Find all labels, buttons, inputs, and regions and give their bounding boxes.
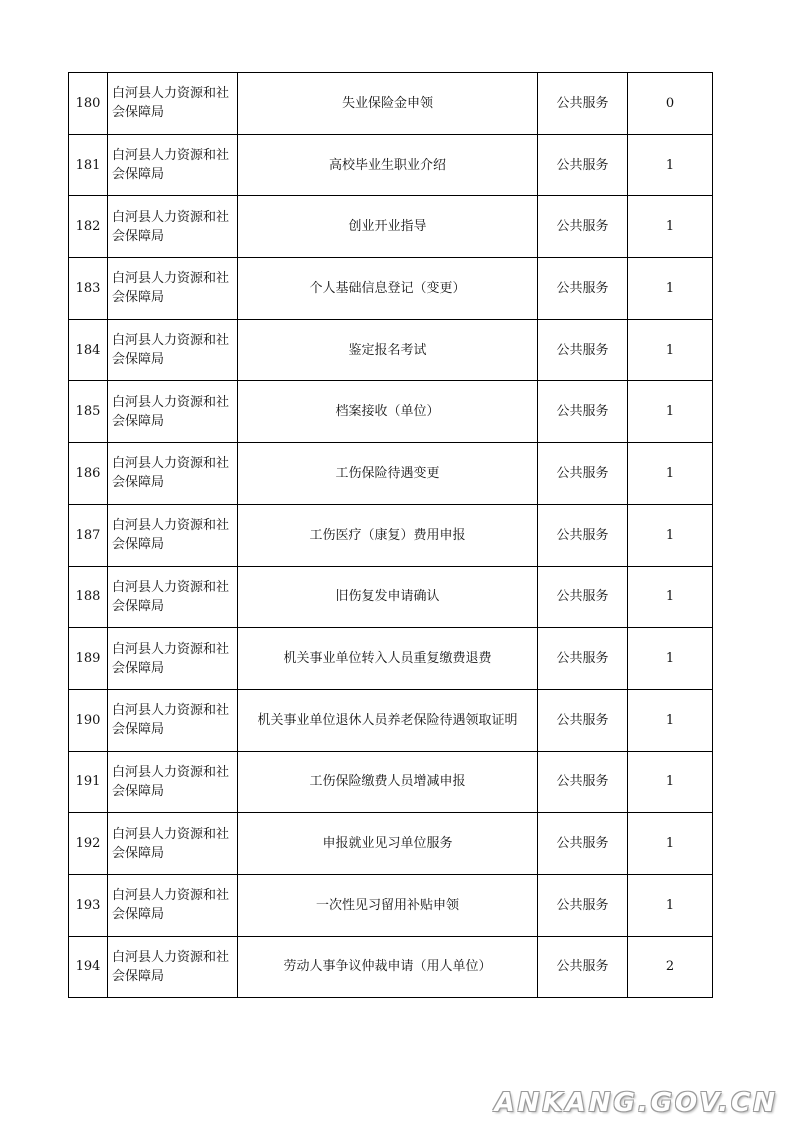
- row-number-cell: 188: [69, 566, 108, 628]
- count-cell: 1: [628, 196, 713, 258]
- table-row: [69, 443, 713, 505]
- service-type-cell: 公共服务: [538, 566, 628, 628]
- row-number-cell: 192: [69, 813, 108, 875]
- row-number-cell: 180: [69, 73, 108, 135]
- table-row: [69, 566, 713, 628]
- service-item-cell: 旧伤复发申请确认: [238, 566, 538, 628]
- service-type-cell: 公共服务: [538, 874, 628, 936]
- service-type-cell: 公共服务: [538, 813, 628, 875]
- table-row: [69, 381, 713, 443]
- service-items-table: [68, 72, 713, 998]
- department-cell: 白河县人力资源和社会保障局: [108, 196, 238, 258]
- service-item-cell: 高校毕业生职业介绍: [238, 134, 538, 196]
- service-item-cell: 机关事业单位转入人员重复缴费退费: [238, 628, 538, 690]
- service-item-cell: 一次性见习留用补贴申领: [238, 874, 538, 936]
- service-item-cell: 档案接收（单位）: [238, 381, 538, 443]
- table-row: [69, 813, 713, 875]
- service-type-cell: 公共服务: [538, 504, 628, 566]
- count-cell: 1: [628, 319, 713, 381]
- service-type-cell: 公共服务: [538, 319, 628, 381]
- count-cell: 1: [628, 751, 713, 813]
- table-row: [69, 504, 713, 566]
- row-number-cell: 193: [69, 874, 108, 936]
- service-item-cell: 创业开业指导: [238, 196, 538, 258]
- row-number-cell: 187: [69, 504, 108, 566]
- service-item-cell: 失业保险金申领: [238, 73, 538, 135]
- table-row: [69, 874, 713, 936]
- department-cell: 白河县人力资源和社会保障局: [108, 874, 238, 936]
- row-number-cell: 181: [69, 134, 108, 196]
- service-type-cell: 公共服务: [538, 628, 628, 690]
- count-cell: 1: [628, 258, 713, 320]
- table-row: [69, 936, 713, 998]
- row-number-cell: 184: [69, 319, 108, 381]
- count-cell: 1: [628, 628, 713, 690]
- department-cell: 白河县人力资源和社会保障局: [108, 73, 238, 135]
- table-row: [69, 319, 713, 381]
- count-cell: 1: [628, 813, 713, 875]
- service-type-cell: 公共服务: [538, 751, 628, 813]
- row-number-cell: 194: [69, 936, 108, 998]
- table-row: [69, 751, 713, 813]
- row-number-cell: 182: [69, 196, 108, 258]
- count-cell: 0: [628, 73, 713, 135]
- department-cell: 白河县人力资源和社会保障局: [108, 628, 238, 690]
- service-item-cell: 申报就业见习单位服务: [238, 813, 538, 875]
- table-row: [69, 689, 713, 751]
- department-cell: 白河县人力资源和社会保障局: [108, 689, 238, 751]
- count-cell: 1: [628, 381, 713, 443]
- row-number-cell: 190: [69, 689, 108, 751]
- row-number-cell: 186: [69, 443, 108, 505]
- department-cell: 白河县人力资源和社会保障局: [108, 134, 238, 196]
- site-watermark: ANKANG.GOV.CN: [494, 1088, 778, 1118]
- service-item-cell: 个人基础信息登记（变更）: [238, 258, 538, 320]
- table-row: [69, 73, 713, 135]
- service-item-cell: 工伤保险待遇变更: [238, 443, 538, 505]
- count-cell: 1: [628, 689, 713, 751]
- service-type-cell: 公共服务: [538, 134, 628, 196]
- row-number-cell: 183: [69, 258, 108, 320]
- service-type-cell: 公共服务: [538, 258, 628, 320]
- count-cell: 1: [628, 874, 713, 936]
- department-cell: 白河县人力资源和社会保障局: [108, 504, 238, 566]
- department-cell: 白河县人力资源和社会保障局: [108, 319, 238, 381]
- service-item-cell: 工伤医疗（康复）费用申报: [238, 504, 538, 566]
- row-number-cell: 185: [69, 381, 108, 443]
- count-cell: 1: [628, 443, 713, 505]
- service-item-cell: 机关事业单位退休人员养老保险待遇领取证明: [238, 689, 538, 751]
- table-row: [69, 258, 713, 320]
- table-body: [69, 73, 713, 998]
- count-cell: 2: [628, 936, 713, 998]
- count-cell: 1: [628, 134, 713, 196]
- service-item-cell: 鉴定报名考试: [238, 319, 538, 381]
- table-row: [69, 628, 713, 690]
- service-type-cell: 公共服务: [538, 73, 628, 135]
- service-type-cell: 公共服务: [538, 443, 628, 505]
- service-item-cell: 劳动人事争议仲裁申请（用人单位）: [238, 936, 538, 998]
- service-type-cell: 公共服务: [538, 196, 628, 258]
- service-type-cell: 公共服务: [538, 936, 628, 998]
- service-item-cell: 工伤保险缴费人员增减申报: [238, 751, 538, 813]
- row-number-cell: 191: [69, 751, 108, 813]
- department-cell: 白河县人力资源和社会保障局: [108, 936, 238, 998]
- table-row: [69, 196, 713, 258]
- row-number-cell: 189: [69, 628, 108, 690]
- count-cell: 1: [628, 504, 713, 566]
- table-row: [69, 134, 713, 196]
- department-cell: 白河县人力资源和社会保障局: [108, 381, 238, 443]
- department-cell: 白河县人力资源和社会保障局: [108, 813, 238, 875]
- service-type-cell: 公共服务: [538, 381, 628, 443]
- service-type-cell: 公共服务: [538, 689, 628, 751]
- department-cell: 白河县人力资源和社会保障局: [108, 751, 238, 813]
- department-cell: 白河县人力资源和社会保障局: [108, 258, 238, 320]
- count-cell: 1: [628, 566, 713, 628]
- department-cell: 白河县人力资源和社会保障局: [108, 566, 238, 628]
- department-cell: 白河县人力资源和社会保障局: [108, 443, 238, 505]
